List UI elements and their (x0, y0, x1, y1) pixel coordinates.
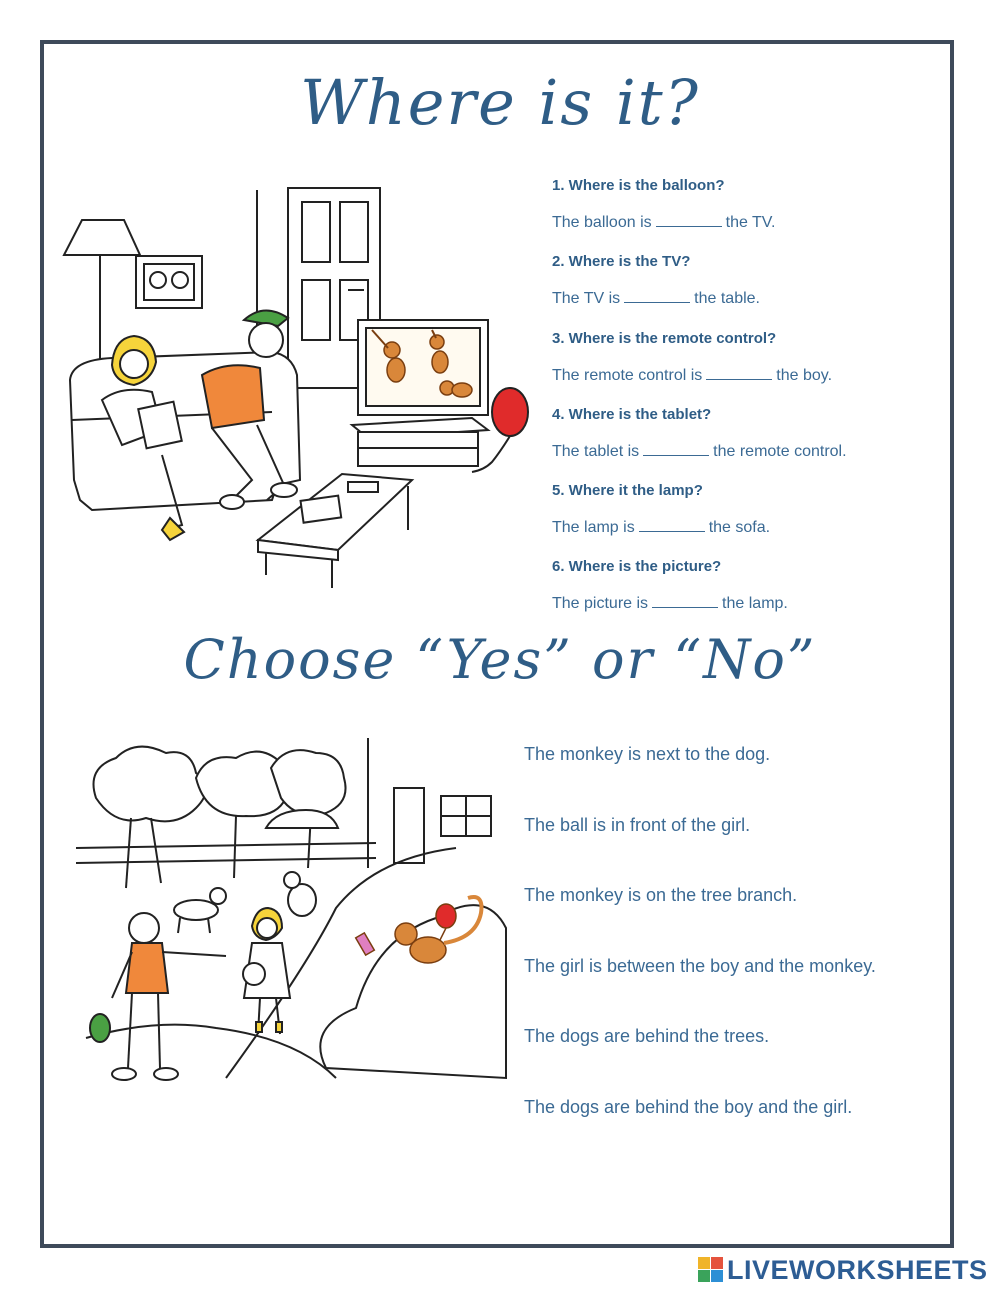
title-choose-yes-or-no: Choose “Yes” or “No” (183, 628, 817, 691)
answer-4-blank[interactable] (643, 443, 709, 456)
answer-3-after: the boy. (776, 367, 833, 384)
answer-5 (552, 519, 770, 537)
logo-text: LIVEWORKSHEETS (727, 1254, 988, 1285)
question-2: 2. Where is the TV? (552, 253, 691, 270)
statement-5[interactable]: The dogs are behind the trees. (524, 1026, 770, 1046)
statement-3[interactable]: The monkey is on the tree branch. (524, 885, 798, 905)
answer-3-blank[interactable] (706, 367, 772, 380)
answer-5-after: the sofa. (708, 519, 771, 536)
answer-2 (552, 290, 760, 308)
logo-blocks-icon (698, 1257, 724, 1283)
answer-6 (552, 595, 788, 613)
answer-2-blank[interactable] (624, 290, 690, 303)
park-illustration (76, 738, 508, 1090)
answer-1-blank[interactable] (656, 214, 722, 227)
answer-1 (552, 214, 775, 232)
statement-6[interactable]: The dogs are behind the boy and the girl. (524, 1097, 853, 1117)
answer-3 (552, 367, 832, 385)
answer-1-after: the TV. (725, 214, 776, 231)
answer-2-after: the table. (694, 290, 760, 307)
title-where-is-it: Where is it? (300, 66, 700, 139)
question-3: 3. Where is the remote control? (552, 330, 777, 347)
living-room-illustration (52, 180, 542, 600)
statement-2[interactable]: The ball is in front of the girl. (524, 815, 751, 835)
answer-4 (552, 443, 847, 461)
answer-1-before: The balloon is (552, 214, 652, 231)
answer-2-before: The TV is (552, 290, 621, 307)
answer-4-after: the remote control. (713, 443, 847, 460)
answer-6-after: the lamp. (722, 595, 788, 612)
answer-6-blank[interactable] (652, 595, 718, 608)
answer-5-blank[interactable] (639, 519, 705, 532)
answer-4-before: The tablet is (552, 443, 640, 460)
question-5: 5. Where it the lamp? (552, 482, 703, 499)
question-1: 1. Where is the balloon? (552, 177, 725, 194)
question-4: 4. Where is the tablet? (552, 406, 712, 423)
answer-6-before: The picture is (552, 595, 649, 612)
liveworksheets-logo (698, 1254, 988, 1286)
answer-3-before: The remote control is (552, 367, 703, 384)
statement-4[interactable]: The girl is between the boy and the monkey. (524, 956, 876, 976)
question-6: 6. Where is the picture? (552, 558, 722, 575)
answer-5-before: The lamp is (552, 519, 635, 536)
statement-1[interactable]: The monkey is next to the dog. (524, 744, 771, 764)
